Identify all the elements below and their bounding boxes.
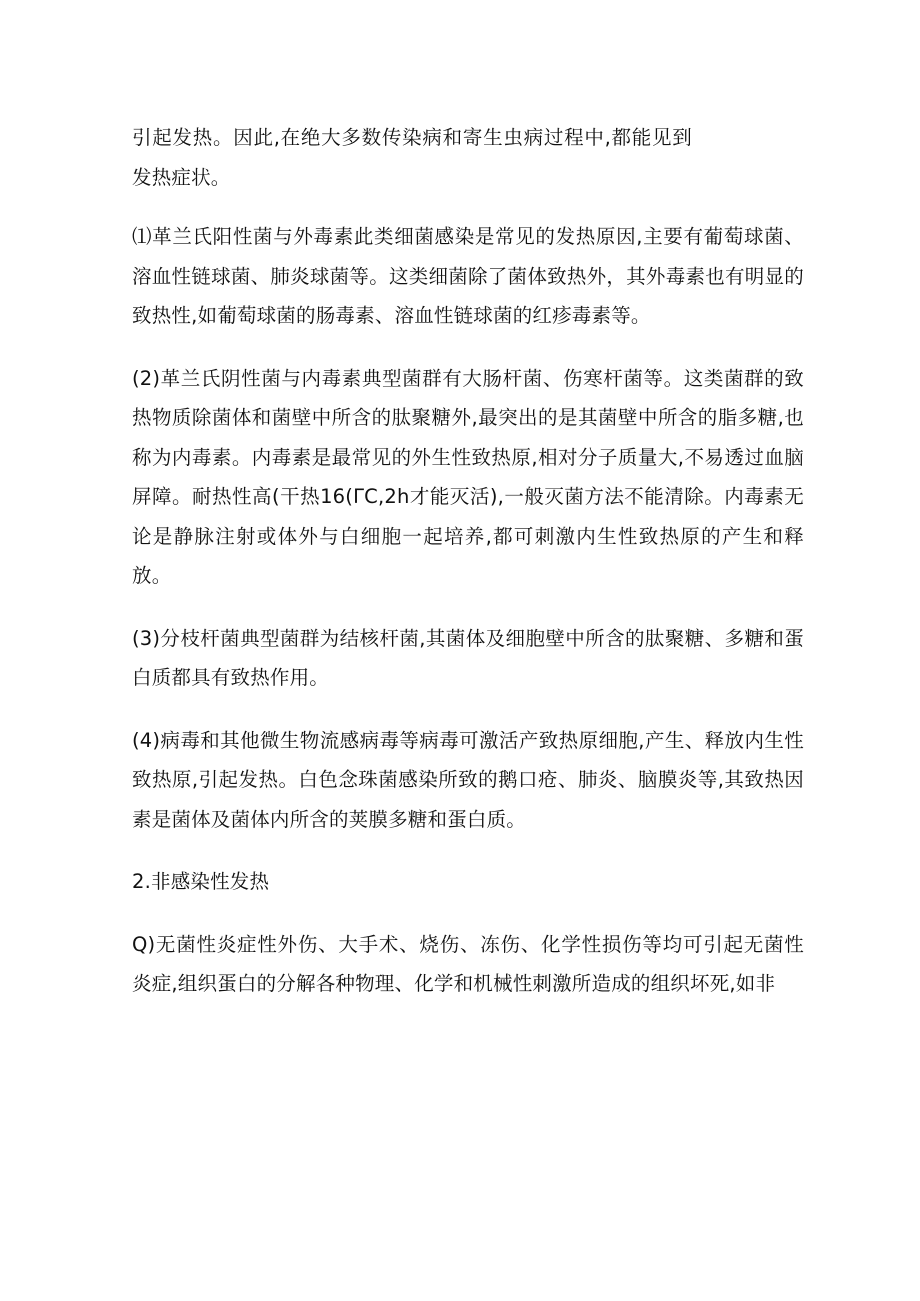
paragraph-viruses: (4)病毒和其他微生物流感病毒等病毒可激活产致热原细胞,产生、释放内生性致热原,引起发热。白色念珠菌感染所致的鹅口疮、肺炎、脑膜炎等,其致热因素是菌体及菌体内所含的荚膜多糖和蛋白质。 <box>132 728 804 831</box>
section-heading-noninfectious: 2.非感染性发热 <box>132 870 270 893</box>
paragraph-gram-positive: ⑴革兰氏阳性菌与外毒素此类细菌感染是常见的发热原因,主要有葡萄球菌、溶血性链球菌、肺炎球菌等。这类细菌除了菌体致热外，其外毒素也有明显的致热性,如葡萄球菌的肠毒素、溶血性链球菌的红疹毒素等。 <box>132 225 804 327</box>
paragraph-mycobacteria: (3)分枝杆菌典型菌群为结核杆菌,其菌体及细胞壁中所含的肽聚糖、多糖和蛋白质都具有致热作用。 <box>132 626 804 689</box>
paragraph-fever-intro: 引起发热。因此,在绝大多数传染病和寄生虫病过程中,都能见到发热症状。 <box>132 126 692 189</box>
paragraph-gram-negative: (2)革兰氏阴性菌与内毒素典型菌群有大肠杆菌、伤寒杆菌等。这类菌群的致热物质除菌体和菌壁中所含的肽聚糖外,最突出的是其菌壁中所含的脂多糖,也称为内毒素。内毒素是最常见的外生性致热原,相对分子质量大,不易透过血脑屏障。耐热性高(干热16(ΓC,2h才能灭活),一般灭菌方法不能清除。内毒素无论是静脉注射或体外与白细胞一起培养,都可刺激内生性致热原的产生和释放。 <box>132 366 804 587</box>
document-page <box>132 118 804 1027</box>
paragraph-aseptic-inflammation: Q)无菌性炎症性外伤、大手术、烧伤、冻伤、化学性损伤等均可引起无菌性炎症,组织蛋白的分解各种物理、化学和机械性刺激所造成的组织坏死,如非 <box>132 932 804 995</box>
